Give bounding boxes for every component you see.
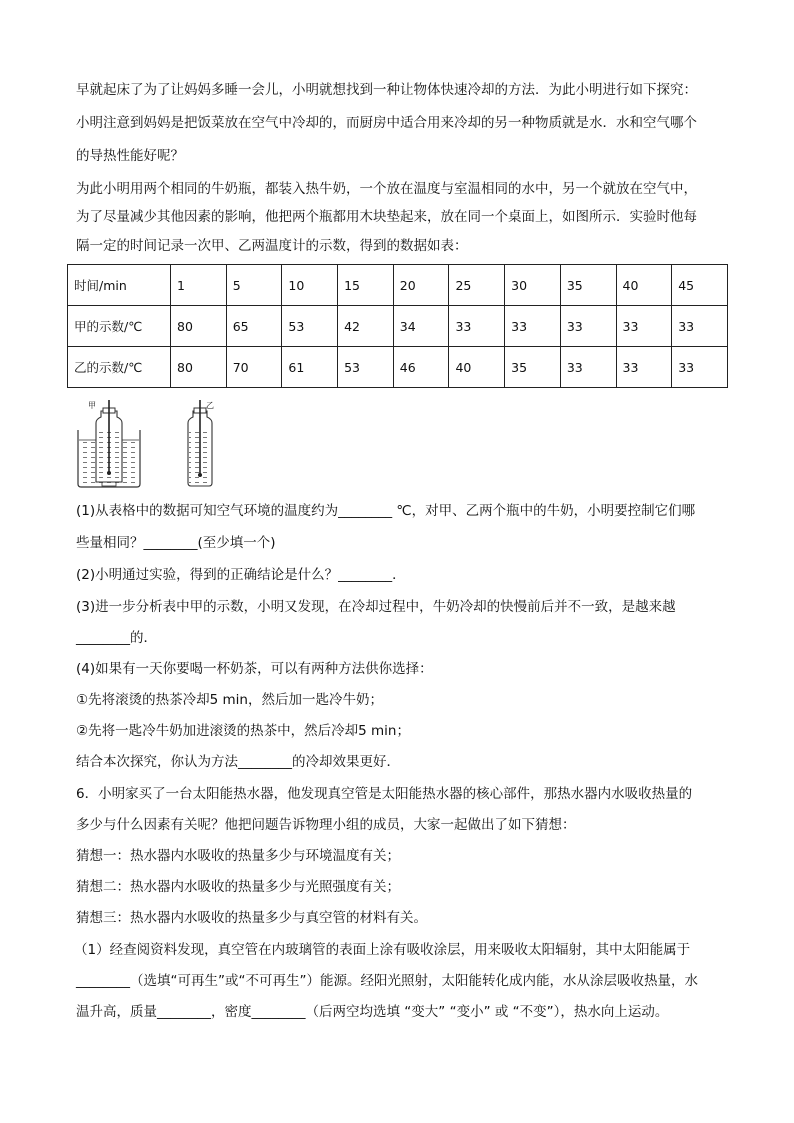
table-cell: 20 [393, 265, 449, 306]
table-cell: 45 [672, 265, 728, 306]
table-cell: 33 [560, 306, 616, 347]
table-cell: 34 [393, 306, 449, 347]
table-cell: 35 [505, 347, 561, 388]
table-cell: 80 [171, 347, 227, 388]
intro-line: 为了尽量减少其他因素的影响，他把两个瓶都用木块垫起来，放在同一个桌面上，如图所示．实验时他每 [76, 209, 697, 225]
bottles-illustration [74, 400, 244, 490]
table-cell: 53 [338, 347, 394, 388]
intro-line: 小明注意到妈妈是把饭菜放在空气中冷却的，而厨房中适合用来冷却的另一种物质就是水．水和空气哪个 [76, 115, 697, 131]
table-cell: 33 [560, 347, 616, 388]
question-4: (4)如果有一天你要喝一杯奶茶，可以有两种方法供你选择： [76, 661, 433, 677]
question-1-line: 些量相同？________(至少填一个) [76, 535, 276, 551]
table-cell: 33 [672, 347, 728, 388]
table-cell: 35 [560, 265, 616, 306]
question-1-line: (1)从表格中的数据可知空气环境的温度约为________ ℃，对甲、乙两个瓶中的牛奶，小明要控制它们哪 [76, 503, 696, 519]
table-cell: 10 [282, 265, 338, 306]
option-1: ①先将滚烫的热茶冷却5 min，然后加一匙冷牛奶； [76, 692, 383, 708]
table-cell: 33 [672, 306, 728, 347]
table-cell: 46 [393, 347, 449, 388]
question-3-line: ________的． [76, 630, 157, 646]
beaker-with-water [78, 400, 140, 487]
table-cell: 25 [449, 265, 505, 306]
table-cell: 65 [226, 306, 282, 347]
table-cell: 61 [282, 347, 338, 388]
table-cell: 40 [449, 347, 505, 388]
table-cell: 70 [226, 347, 282, 388]
option-2: ②先将一匙冷牛奶加进滚烫的热茶中，然后冷却5 min； [76, 723, 410, 739]
table-cell: 33 [616, 306, 672, 347]
subquestion-1-line: （1）经查阅资料发现，真空管在内玻璃管的表面上涂有吸收涂层，用来吸收太阳辐射，其中太阳能属于 [74, 942, 691, 958]
subquestion-1-line: 温升高，质量________，密度________（后两空均选填 “变大” “变小” 或 “不变”），热水向上运动。 [76, 1004, 669, 1020]
intro-line: 隔一定的时间记录一次甲、乙两温度计的示数，得到的数据如表： [76, 238, 468, 254]
row-header-cell: 时间/min [68, 265, 171, 306]
intro-line: 为此小明用两个相同的牛奶瓶，都装入热牛奶，一个放在温度与室温相同的水中，另一个就放在空气中， [76, 181, 697, 197]
table-cell: 33 [449, 306, 505, 347]
problem-6-line: 6．小明家买了一台太阳能热水器，他发现真空管是太阳能热水器的核心部件，那热水器内水吸收热量的 [76, 786, 693, 802]
problem-6-line: 多少与什么因素有关呢？他把问题告诉物理小组的成员，大家一起做出了如下猜想： [76, 817, 576, 833]
row-header-cell: 甲的示数/℃ [68, 306, 171, 347]
table-cell: 5 [226, 265, 282, 306]
table-row [68, 306, 728, 347]
label-jia: 甲 [88, 401, 96, 410]
experiment-figure [74, 400, 244, 490]
guess-2: 猜想二：热水器内水吸收的热量多少与光照强度有关； [76, 879, 400, 895]
question-2: (2)小明通过实验，得到的正确结论是什么？________． [76, 567, 406, 583]
intro-line: 早就起床了为了让妈妈多睡一会儿，小明就想找到一种让物体快速冷却的方法．为此小明进行如下探究： [76, 82, 697, 98]
table-cell: 80 [171, 306, 227, 347]
table-row [68, 347, 728, 388]
table-cell: 53 [282, 306, 338, 347]
intro-line: 的导热性能好呢？ [76, 148, 184, 164]
question-4-conclusion: 结合本次探究，你认为方法________的冷却效果更好． [76, 754, 400, 770]
table-cell: 42 [338, 306, 394, 347]
row-header-cell: 乙的示数/℃ [68, 347, 171, 388]
table-cell: 33 [505, 306, 561, 347]
table-cell: 1 [171, 265, 227, 306]
guess-1: 猜想一：热水器内水吸收的热量多少与环境温度有关； [76, 848, 400, 864]
question-3-line: (3)进一步分析表中甲的示数，小明又发现，在冷却过程中，牛奶冷却的快慢前后并不一致，是越来越 [76, 599, 676, 615]
bottle-in-air [188, 400, 212, 486]
guess-3: 猜想三：热水器内水吸收的热量多少与真空管的材料有关。 [76, 910, 427, 926]
table-cell: 15 [338, 265, 394, 306]
subquestion-1-line: ________（选填“可再生”或“不可再生”）能源。经阳光照射，太阳能转化成内能，水从涂层吸收热量，水 [76, 973, 698, 989]
table-row [68, 265, 728, 306]
label-yi: 乙 [206, 401, 214, 410]
temperature-table [67, 264, 728, 388]
table-cell: 33 [616, 347, 672, 388]
table-cell: 30 [505, 265, 561, 306]
table-cell: 40 [616, 265, 672, 306]
